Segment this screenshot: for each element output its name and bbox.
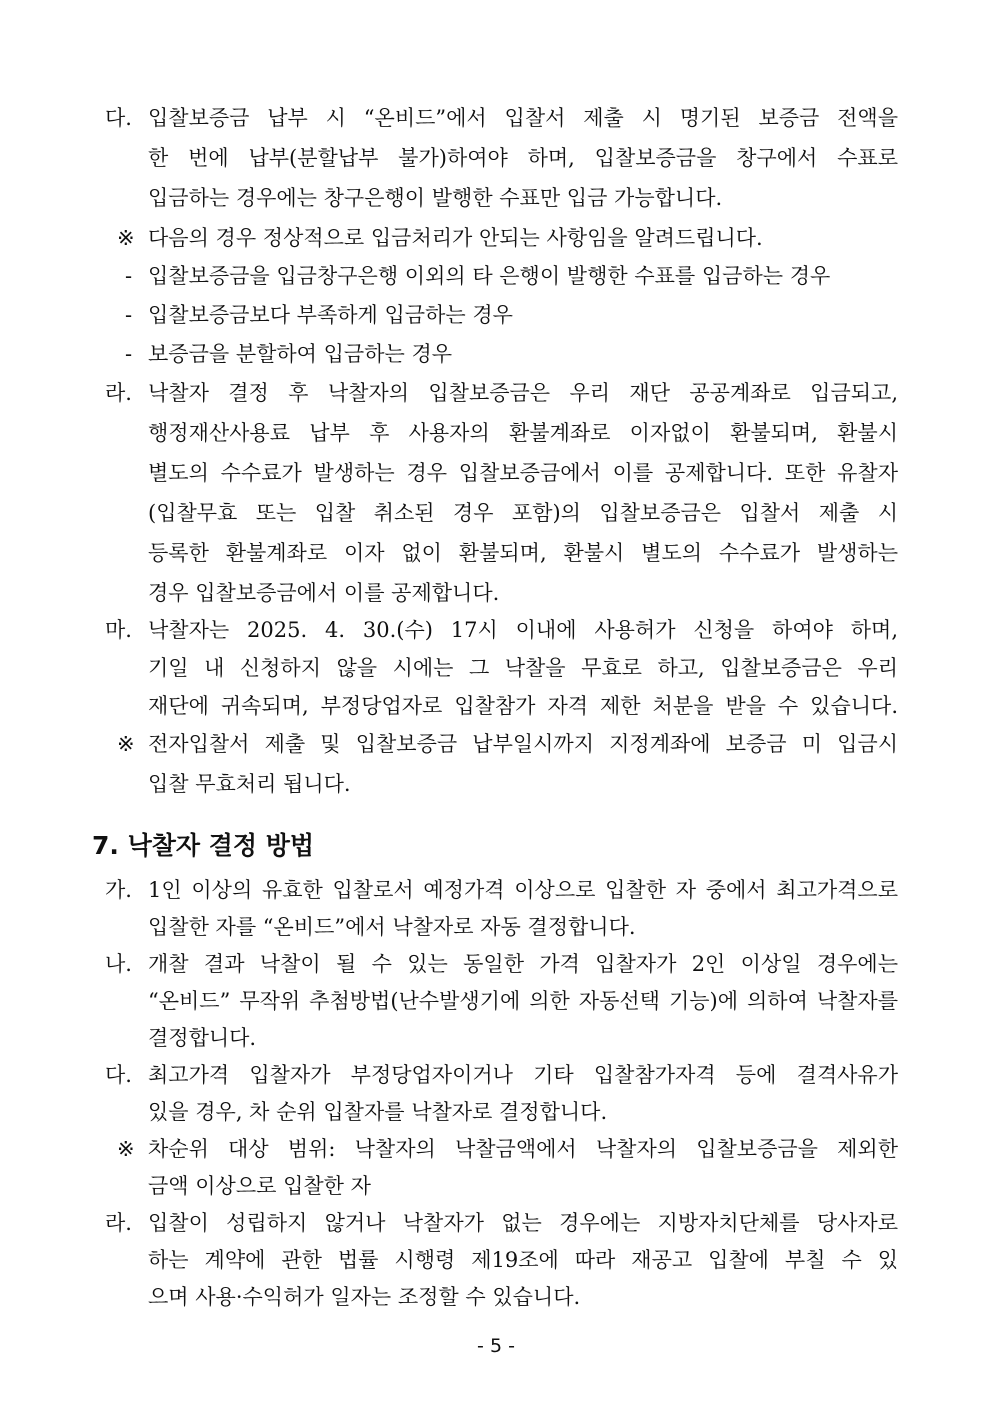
note-marker: ※ xyxy=(117,226,135,250)
item-marker: 마. xyxy=(105,618,132,642)
item-marker: 나. xyxy=(105,952,132,976)
s7-da-line-1 xyxy=(0,1055,992,1095)
body-text: 1인 이상의 유효한 입찰로서 예정가격 이상으로 입찰한 자 중에서 최고가격으로 xyxy=(148,878,898,902)
section-ma-line-2 xyxy=(0,648,992,688)
body-text: 등록한 환불계좌로 이자 없이 환불되며, 환불시 별도의 수수료가 발생하는 xyxy=(148,541,898,565)
s7-ga-line-1 xyxy=(0,870,992,910)
body-text: 기일 내 신청하지 않을 시에는 그 낙찰을 무효로 하고, 입찰보증금은 우리 xyxy=(148,656,898,680)
section-d-line-2 xyxy=(0,138,992,178)
body-text: 입찰한 자를 “온비드”에서 낙찰자로 자동 결정합니다. xyxy=(148,915,636,939)
body-text: 있을 경우, 차 순위 입찰자를 낙찰자로 결정합니다. xyxy=(148,1100,608,1124)
body-text: 입찰이 성립하지 않거나 낙찰자가 없는 경우에는 지방자치단체를 당사자로 xyxy=(148,1211,898,1235)
bullet-marker: - xyxy=(125,303,133,327)
page-number: - 5 - xyxy=(477,1335,515,1357)
s7-ra-line-1 xyxy=(0,1203,992,1243)
note-text: 입찰 무효처리 됩니다. xyxy=(148,772,351,796)
section-ma-note-1 xyxy=(0,724,992,764)
body-text: 입찰보증금 납부 시 “온비드”에서 입찰서 제출 시 명기된 보증금 전액을 xyxy=(148,106,898,130)
body-text: 재단에 귀속되며, 부정당업자로 입찰참가 자격 제한 처분을 받을 수 있습니다. xyxy=(148,694,898,718)
item-marker: 라. xyxy=(105,381,132,405)
body-text: “온비드” 무작위 추첨방법(난수발생기에 의한 자동선택 기능)에 의하여 낙찰자를 xyxy=(148,989,898,1013)
s7-na-line-1 xyxy=(0,944,992,984)
section-ma-note-2 xyxy=(0,764,992,804)
note-text: 다음의 경우 정상적으로 입금처리가 안되는 사항임을 알려드립니다. xyxy=(148,226,763,250)
section-ra-line-4 xyxy=(0,493,992,533)
body-text: 별도의 수수료가 발생하는 경우 입찰보증금에서 이를 공제합니다. 또한 유찰자 xyxy=(148,461,898,485)
section-ma-line-1 xyxy=(0,610,992,650)
section-d-line-1 xyxy=(0,98,992,138)
item-marker: 가. xyxy=(105,878,132,902)
note-text: 전자입찰서 제출 및 입찰보증금 납부일시까지 지정계좌에 보증금 미 입금시 xyxy=(148,732,898,756)
body-text: 개찰 결과 낙찰이 될 수 있는 동일한 가격 입찰자가 2인 이상일 경우에는 xyxy=(148,952,898,976)
bullet-text: 보증금을 분할하여 입금하는 경우 xyxy=(148,342,453,366)
section-d-note xyxy=(0,218,992,258)
bullet-marker: - xyxy=(125,264,133,288)
s7-ra-line-2 xyxy=(0,1240,992,1280)
section-ma-line-3 xyxy=(0,686,992,726)
section-ra-line-2 xyxy=(0,413,992,453)
body-text: 낙찰자 결정 후 낙찰자의 입찰보증금은 우리 재단 공공계좌로 입금되고, xyxy=(148,381,898,405)
s7-da-note-1 xyxy=(0,1129,992,1169)
bullet-item xyxy=(0,295,992,335)
body-text: 경우 입찰보증금에서 이를 공제합니다. xyxy=(148,581,500,605)
bullet-marker: - xyxy=(125,342,133,366)
item-marker: 다. xyxy=(105,106,132,130)
bullet-text: 입찰보증금보다 부족하게 입금하는 경우 xyxy=(148,303,513,327)
body-text: 최고가격 입찰자가 부정당업자이거나 기타 입찰참가자격 등에 결격사유가 xyxy=(148,1063,898,1087)
s7-na-line-3 xyxy=(0,1018,992,1058)
bullet-text: 입찰보증금을 입금창구은행 이외의 타 은행이 발행한 수표를 입금하는 경우 xyxy=(148,264,831,288)
section-ra-line-5 xyxy=(0,533,992,573)
s7-ga-line-2 xyxy=(0,907,992,947)
note-marker: ※ xyxy=(117,1137,135,1161)
section-ra-line-6 xyxy=(0,573,992,613)
note-text: 금액 이상으로 입찰한 자 xyxy=(148,1174,371,1198)
item-marker: 라. xyxy=(105,1211,132,1235)
body-text: (입찰무효 또는 입찰 취소된 경우 포함)의 입찰보증금은 입찰서 제출 시 xyxy=(148,501,898,525)
s7-da-note-2 xyxy=(0,1166,992,1206)
body-text: 행정재산사용료 납부 후 사용자의 환불계좌로 이자없이 환불되며, 환불시 xyxy=(148,421,898,445)
section-d-line-3 xyxy=(0,178,992,218)
note-text: 차순위 대상 범위: 낙찰자의 낙찰금액에서 낙찰자의 입찰보증금을 제외한 xyxy=(148,1137,898,1161)
note-marker: ※ xyxy=(117,732,135,756)
section-heading: 7. 낙찰자 결정 방법 xyxy=(92,831,315,860)
body-text: 하는 계약에 관한 법률 시행령 제19조에 따라 재공고 입찰에 부칠 수 있 xyxy=(148,1248,898,1272)
body-text: 한 번에 납부(분할납부 불가)하여야 하며, 입찰보증금을 창구에서 수표로 xyxy=(148,146,898,170)
bullet-item xyxy=(0,334,992,374)
item-marker: 다. xyxy=(105,1063,132,1087)
section-ra-line-1 xyxy=(0,373,992,413)
body-text: 결정합니다. xyxy=(148,1026,257,1050)
s7-ra-line-3 xyxy=(0,1277,992,1317)
section-ra-line-3 xyxy=(0,453,992,493)
s7-da-line-2 xyxy=(0,1092,992,1132)
body-text: 으며 사용·수익허가 일자는 조정할 수 있습니다. xyxy=(148,1285,581,1309)
s7-na-line-2 xyxy=(0,981,992,1021)
bullet-item xyxy=(0,256,992,296)
body-text: 낙찰자는 2025. 4. 30.(수) 17시 이내에 사용허가 신청을 하여야 하며, xyxy=(148,618,898,642)
body-text: 입금하는 경우에는 창구은행이 발행한 수표만 입금 가능합니다. xyxy=(148,186,723,210)
